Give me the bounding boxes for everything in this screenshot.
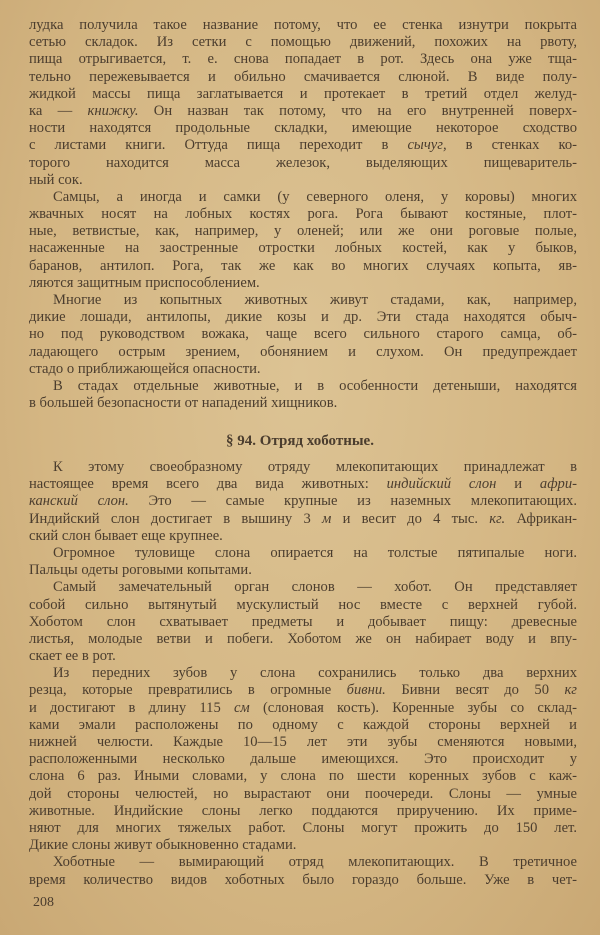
text-run: стадо о приближающейся опасности. xyxy=(29,360,261,377)
text-line xyxy=(29,103,577,120)
text-line xyxy=(29,528,577,545)
text-line xyxy=(29,682,577,699)
text-run: Пальцы одеты роговыми копытами. xyxy=(29,562,252,579)
text-run: резца, которые превратились в огромные xyxy=(29,682,347,699)
text-line xyxy=(29,223,577,240)
text-run: ка — xyxy=(29,102,88,119)
text-run: но под руководством вожака, чаще всего сильного старого самца, об- xyxy=(29,326,577,343)
text-run: и достигают в длину 115 xyxy=(29,699,234,716)
italic-term: индийский слон xyxy=(386,476,497,493)
text-run: настоящее время всего два вида животных: xyxy=(29,476,387,493)
text-run: в стенках ко- xyxy=(446,137,577,154)
text-line xyxy=(29,326,577,343)
text-line xyxy=(29,545,577,562)
text-run: и весит до 4 тыс. xyxy=(331,510,490,527)
text-line xyxy=(29,258,577,275)
text-run: дой стороны челюстей, но вырастают они поочереди. Слоны — умные xyxy=(29,785,577,802)
text-line xyxy=(29,734,577,751)
text-line xyxy=(29,275,577,292)
text-block-proboscideans xyxy=(29,459,577,889)
text-run: ный сок. xyxy=(29,171,83,188)
text-line xyxy=(29,189,577,206)
text-run: Из передних зубов у слона сохранились только два верхних xyxy=(53,665,577,682)
text-run: Дикие слоны живут обыкновенно стадами. xyxy=(29,837,297,854)
text-line xyxy=(29,240,577,257)
italic-term: кг. xyxy=(489,510,506,527)
text-line xyxy=(29,597,577,614)
text-run: ский слон бывает еще крупнее. xyxy=(29,527,223,544)
italic-term: книжку. xyxy=(87,102,139,119)
text-run: Хоботные — вымирающий отряд млекопитающих. В третичное xyxy=(53,854,577,871)
text-line xyxy=(29,511,577,528)
text-line xyxy=(29,309,577,326)
text-line xyxy=(29,378,577,395)
text-line xyxy=(29,493,577,510)
text-line xyxy=(29,172,577,189)
text-run: сетью складок. Из сетки с помощью движений, похожих на рвоту, xyxy=(29,34,577,51)
text-run: тельно пережевывается и обильно смачивается слюной. В виде полу- xyxy=(29,68,577,85)
text-run: и xyxy=(496,476,540,493)
text-line xyxy=(29,86,577,103)
page-number: 208 xyxy=(33,895,54,910)
text-line xyxy=(29,476,577,493)
text-line xyxy=(29,665,577,682)
text-line xyxy=(29,872,577,889)
italic-term: бивни. xyxy=(346,682,386,699)
text-line xyxy=(29,751,577,768)
text-run: лудка получила такое название потому, что ее стенка изнутри покрыта xyxy=(29,17,577,33)
text-line xyxy=(29,120,577,137)
text-run: Бивни весят до 50 xyxy=(385,682,565,699)
text-run: собой сильно вытянутый мускулистый нос вместе с верхней губой. xyxy=(29,596,577,613)
text-run: Африкан- xyxy=(505,510,577,527)
text-run: дикие лошади, антилопы, дикие козы и др. Эти стада находятся обыч- xyxy=(29,309,577,326)
text-line xyxy=(29,786,577,803)
text-run: нижней челюсти. Каждые 10—15 лет эти зубы сменяются новыми, xyxy=(29,734,577,750)
text-line xyxy=(29,361,577,378)
text-run: ные, ветвистые, как, например, у оленей; или же они роговые полые, xyxy=(29,223,577,240)
text-run: ности находятся продольные складки, имеющие некоторое сходство xyxy=(29,120,577,137)
text-run: Самцы, а иногда и самки (у северного оленя, у коровы) многих xyxy=(53,188,577,205)
text-line xyxy=(29,34,577,51)
italic-term: м xyxy=(322,510,332,527)
text-run: ладающего острым зрением, обонянием и слухом. Он предупреждает xyxy=(29,343,577,360)
text-run: ками эмали расположены по одному с каждой стороны верхней и xyxy=(29,716,577,733)
text-run: К этому своеобразному отряду млекопитающих принадлежат в xyxy=(53,459,577,475)
italic-term: кг xyxy=(564,682,577,699)
italic-term: афри- xyxy=(539,476,577,493)
text-run: Индийский слон достигает в вышину 3 xyxy=(29,510,322,527)
text-line xyxy=(29,700,577,717)
text-line xyxy=(29,155,577,172)
text-run: Он назван так потому, что на его внутренней поверх- xyxy=(138,102,577,119)
italic-term: канский слон. xyxy=(29,493,129,510)
text-run: Это — самые крупные из наземных млекопитающих. xyxy=(128,493,577,510)
text-line xyxy=(29,206,577,223)
italic-term: см xyxy=(233,699,250,716)
text-run: с листами книги. Оттуда пища переходит в xyxy=(29,137,408,154)
text-run: насаженные на заостренные отростки лобных костей, как у быков, xyxy=(29,240,577,257)
text-line xyxy=(29,820,577,837)
text-run: листья, молодые ветви и побеги. Хоботом же он набирает воду и впу- xyxy=(29,630,577,647)
text-line xyxy=(29,648,577,665)
text-run: животные. Индийские слоны легко поддаются приручению. Их приме- xyxy=(29,802,577,819)
text-run: Многие из копытных животных живут стадами, как, например, xyxy=(53,292,577,308)
text-run: ляются защитным приспособлением. xyxy=(29,274,260,291)
text-run: пища отрыгивается, т. е. снова попадает в рот. Здесь она уже тща- xyxy=(29,51,577,68)
text-line xyxy=(29,803,577,820)
text-line xyxy=(29,614,577,631)
text-run: В стадах отдельные животные, и в особенности детеныши, находятся xyxy=(53,377,577,394)
text-line xyxy=(29,768,577,785)
text-run: торого находится масса железок, выделяющих пищеваритель- xyxy=(29,154,577,171)
text-run: жидкой массы пища заглатывается и протекает в третий отдел желуд- xyxy=(29,85,577,102)
text-line xyxy=(29,292,577,309)
text-line xyxy=(29,51,577,68)
text-line xyxy=(29,137,577,154)
text-run: няют для многих тяжелых работ. Слоны могут прожить до 150 лет. xyxy=(29,819,577,836)
text-run: Хоботом слон схватывает предметы и добывает пищу: древесные xyxy=(29,613,577,630)
text-line xyxy=(29,17,577,34)
text-run: слона 6 раз. Иными словами, у слона по шести коренных зубов с каж- xyxy=(29,768,577,785)
text-run: расположенными несколько дальше имеющихся. Это происходит у xyxy=(29,751,577,768)
text-line xyxy=(29,854,577,871)
text-run: баранов, антилоп. Рога, так же как во многих случаях копыта, яв- xyxy=(29,257,577,274)
text-line xyxy=(29,562,577,579)
text-run: время количество видов хоботных было гораздо больше. Уже в чет- xyxy=(29,871,577,888)
text-line xyxy=(29,717,577,734)
text-run: в большей безопасности от нападений хищников. xyxy=(29,395,338,412)
text-line xyxy=(29,69,577,86)
text-run: (слоновая кость). Коренные зубы со склад- xyxy=(249,699,577,716)
text-line xyxy=(29,579,577,596)
text-line xyxy=(29,631,577,648)
text-run: жвачных носят на лобных костях рога. Рога бывают костяные, плот- xyxy=(29,206,577,223)
text-line xyxy=(29,395,577,412)
text-block-ruminants xyxy=(29,17,577,412)
italic-term: сычуг, xyxy=(407,137,447,154)
section-heading: § 94. Отряд хоботные. xyxy=(226,433,374,449)
text-run: Огромное туловище слона опирается на толстые пятипалые ноги. xyxy=(53,544,577,561)
text-line xyxy=(29,344,577,361)
text-run: скает ее в рот. xyxy=(29,648,116,665)
text-run: Самый замечательный орган слонов — хобот. Он представляет xyxy=(53,579,577,596)
text-line xyxy=(29,837,577,854)
text-line xyxy=(29,459,577,476)
